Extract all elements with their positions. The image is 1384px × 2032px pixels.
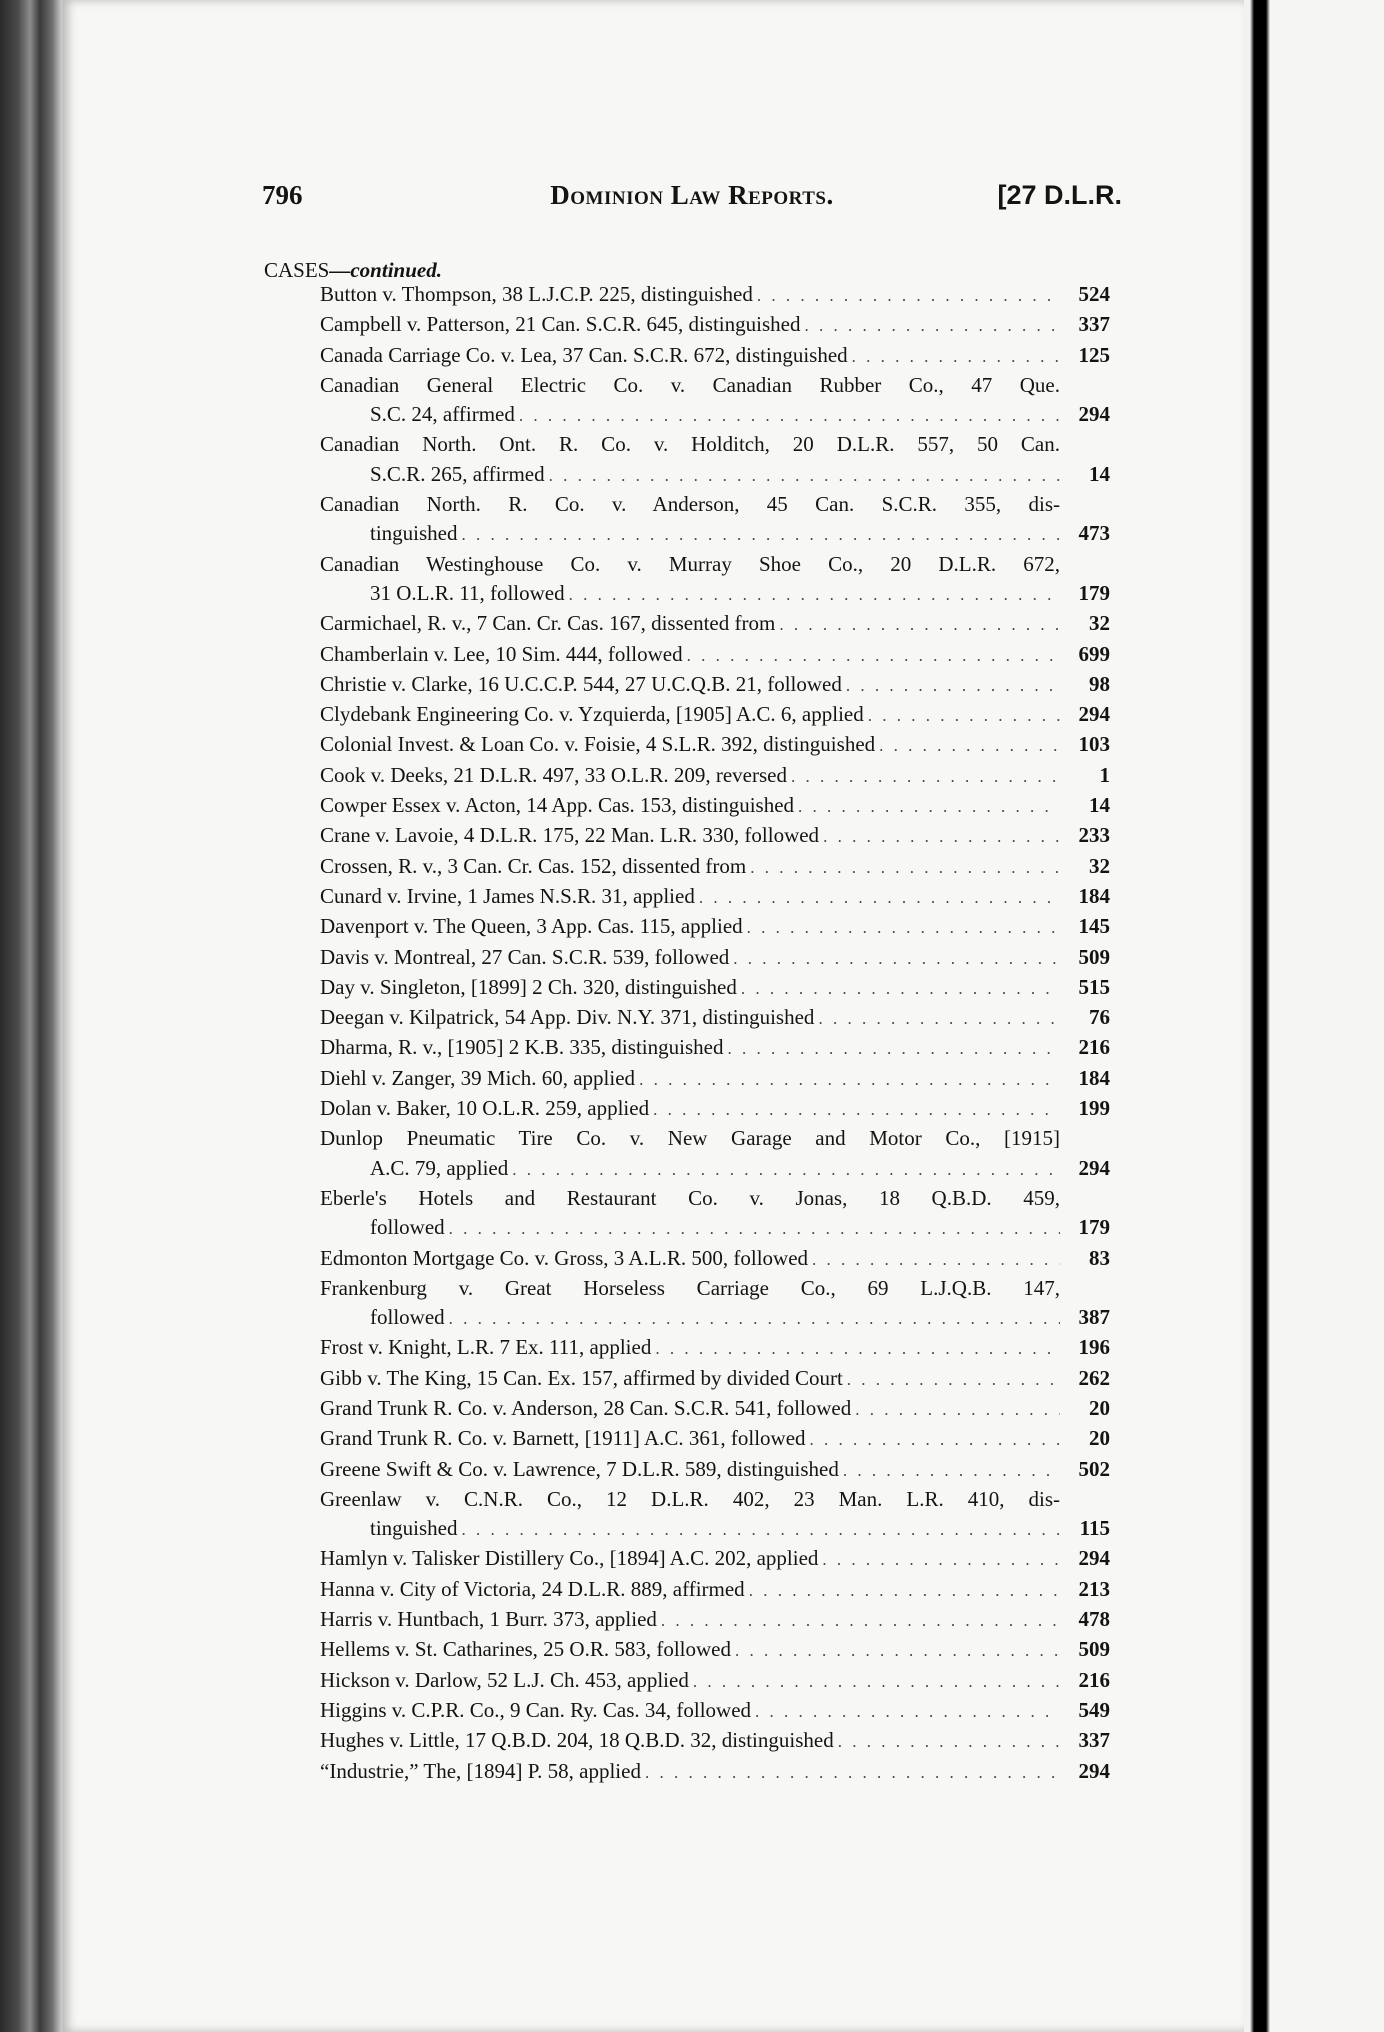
page-reference: 125 bbox=[1078, 342, 1110, 367]
dot-leaders bbox=[818, 1004, 1060, 1033]
dot-leaders bbox=[519, 401, 1060, 430]
case-entry-continuation bbox=[320, 519, 1110, 549]
page-reference: 184 bbox=[1078, 1065, 1110, 1090]
case-entry-line bbox=[320, 1064, 1110, 1094]
case-entry-line bbox=[320, 791, 1110, 821]
dot-leaders bbox=[852, 342, 1060, 371]
dot-leaders bbox=[653, 1095, 1060, 1124]
case-entry-line bbox=[320, 1575, 1110, 1605]
page-reference: 32 bbox=[1089, 853, 1110, 878]
case-entry bbox=[320, 1757, 1110, 1787]
dot-leaders bbox=[757, 281, 1060, 310]
case-citation-text: Edmonton Mortgage Co. v. Gross, 3 A.L.R. 500, followed bbox=[320, 1245, 809, 1270]
case-citation-text: Deegan v. Kilpatrick, 54 App. Div. N.Y. 371, distinguished bbox=[320, 1005, 815, 1030]
case-citation-text: followed bbox=[370, 1305, 445, 1330]
page-reference: 509 bbox=[1078, 1637, 1110, 1662]
dot-leaders bbox=[750, 853, 1060, 882]
case-entry bbox=[320, 1364, 1110, 1394]
case-entry-line bbox=[320, 670, 1110, 700]
page-reference: 196 bbox=[1078, 1335, 1110, 1360]
case-entry bbox=[320, 310, 1110, 340]
page-reference: 32 bbox=[1089, 611, 1110, 636]
dot-leaders bbox=[855, 1395, 1060, 1424]
dot-leaders bbox=[462, 520, 1061, 549]
dot-leaders bbox=[822, 1545, 1060, 1574]
case-entry-line bbox=[320, 730, 1110, 760]
case-citation-text: Frost v. Knight, L.R. 7 Ex. 111, applied bbox=[320, 1335, 652, 1360]
case-entry bbox=[320, 1333, 1110, 1363]
case-entry bbox=[320, 1605, 1110, 1635]
case-citation-text: Frankenburg v. Great Horseless Carriage Co., 69 L.J.Q.B. 147, bbox=[320, 1275, 1060, 1300]
case-entry-line bbox=[320, 1094, 1110, 1124]
case-citation-text: Greene Swift & Co. v. Lawrence, 7 D.L.R. 589, distinguished bbox=[320, 1456, 839, 1481]
case-citation-text: Gibb v. The King, 15 Can. Ex. 157, affirmed by divided Court bbox=[320, 1365, 843, 1390]
case-entry bbox=[320, 943, 1110, 973]
case-citation-text: Day v. Singleton, [1899] 2 Ch. 320, distinguished bbox=[320, 974, 737, 999]
page-reference: 1 bbox=[1099, 762, 1110, 787]
dot-leaders bbox=[741, 974, 1060, 1003]
page-reference: 337 bbox=[1078, 1728, 1110, 1753]
page-reference: 213 bbox=[1078, 1576, 1110, 1601]
case-citation-text: 31 O.L.R. 11, followed bbox=[370, 580, 565, 605]
case-entry bbox=[320, 821, 1110, 851]
case-citation-text: Grand Trunk R. Co. v. Anderson, 28 Can. S.C.R. 541, followed bbox=[320, 1395, 852, 1420]
facing-page-edge bbox=[1244, 0, 1384, 2032]
case-entry bbox=[320, 1485, 1110, 1545]
dot-leaders bbox=[847, 1365, 1060, 1394]
dot-leaders bbox=[868, 701, 1060, 730]
case-entry-line bbox=[320, 1424, 1110, 1454]
page-reference: 20 bbox=[1089, 1426, 1110, 1451]
dot-leaders bbox=[569, 580, 1060, 609]
case-citation-text: Higgins v. C.P.R. Co., 9 Can. Ry. Cas. 34, followed bbox=[320, 1697, 752, 1722]
case-citation-text: Harris v. Huntbach, 1 Burr. 373, applied bbox=[320, 1607, 657, 1632]
page-reference: 199 bbox=[1078, 1096, 1110, 1121]
case-entry bbox=[320, 1455, 1110, 1485]
case-citation-text: Carmichael, R. v., 7 Can. Cr. Cas. 167, dissented from bbox=[320, 611, 776, 636]
dot-leaders bbox=[812, 1245, 1060, 1274]
case-entry bbox=[320, 1394, 1110, 1424]
case-entry-line bbox=[320, 1485, 1110, 1514]
case-entry-line bbox=[320, 1455, 1110, 1485]
case-entry bbox=[320, 1274, 1110, 1334]
dot-leaders bbox=[687, 641, 1060, 670]
page-number: 796 bbox=[262, 180, 303, 210]
case-entry-continuation bbox=[320, 1303, 1110, 1333]
page-reference: 179 bbox=[1078, 580, 1110, 605]
case-entry bbox=[320, 280, 1110, 310]
case-citation-text: Hellems v. St. Catharines, 25 O.R. 583, followed bbox=[320, 1637, 732, 1662]
case-entry bbox=[320, 1244, 1110, 1274]
section-continued: —continued. bbox=[329, 258, 442, 282]
dot-leaders bbox=[449, 1304, 1060, 1333]
case-entry bbox=[320, 882, 1110, 912]
case-citation-text: Canadian North. Ont. R. Co. v. Holditch, 20 D.L.R. 557, 50 Can. bbox=[320, 432, 1060, 457]
case-entry bbox=[320, 1124, 1110, 1184]
case-citation-text: Chamberlain v. Lee, 10 Sim. 444, followed bbox=[320, 641, 683, 666]
page-reference: 216 bbox=[1078, 1667, 1110, 1692]
case-entry bbox=[320, 550, 1110, 610]
case-entry-line bbox=[320, 973, 1110, 1003]
page-reference: 294 bbox=[1078, 1758, 1110, 1783]
dot-leaders bbox=[735, 1636, 1060, 1665]
case-entry-continuation bbox=[320, 400, 1110, 430]
case-entry-line bbox=[320, 640, 1110, 670]
case-entry-line bbox=[320, 550, 1110, 579]
dot-leaders bbox=[749, 1576, 1060, 1605]
case-entry bbox=[320, 1094, 1110, 1124]
case-entry bbox=[320, 1575, 1110, 1605]
dot-leaders bbox=[512, 1155, 1060, 1184]
dot-leaders bbox=[798, 792, 1060, 821]
dot-leaders bbox=[661, 1606, 1060, 1635]
case-entry-line bbox=[320, 1544, 1110, 1574]
page-reference: 179 bbox=[1078, 1215, 1110, 1240]
dot-leaders bbox=[747, 913, 1060, 942]
case-entry bbox=[320, 1033, 1110, 1063]
case-entry bbox=[320, 609, 1110, 639]
case-citation-text: S.C.R. 265, affirmed bbox=[370, 461, 545, 486]
page-reference: 502 bbox=[1078, 1456, 1110, 1481]
case-entry-line bbox=[320, 761, 1110, 791]
page-reference: 509 bbox=[1078, 944, 1110, 969]
case-entry bbox=[320, 852, 1110, 882]
case-citation-text: Davis v. Montreal, 27 Can. S.C.R. 539, followed bbox=[320, 944, 730, 969]
case-entry-continuation bbox=[320, 1154, 1110, 1184]
case-citation-text: Grand Trunk R. Co. v. Barnett, [1911] A.C. 361, followed bbox=[320, 1426, 806, 1451]
case-entry-line bbox=[320, 310, 1110, 340]
case-citation-text: Diehl v. Zanger, 39 Mich. 60, applied bbox=[320, 1065, 636, 1090]
case-entry bbox=[320, 1003, 1110, 1033]
dot-leaders bbox=[699, 883, 1060, 912]
dot-leaders bbox=[843, 1456, 1060, 1485]
page-reference: 515 bbox=[1078, 974, 1110, 999]
page-reference: 294 bbox=[1078, 702, 1110, 727]
dot-leaders bbox=[639, 1065, 1060, 1094]
case-citation-text: Hamlyn v. Talisker Distillery Co., [1894] A.C. 202, applied bbox=[320, 1546, 819, 1571]
dot-leaders bbox=[655, 1334, 1060, 1363]
case-entry-line bbox=[320, 943, 1110, 973]
case-citation-text: Cunard v. Irvine, 1 James N.S.R. 31, applied bbox=[320, 883, 695, 908]
page-reference: 387 bbox=[1078, 1305, 1110, 1330]
case-entry-continuation bbox=[320, 1514, 1110, 1544]
case-entry bbox=[320, 912, 1110, 942]
dot-leaders bbox=[779, 610, 1060, 639]
page-reference: 262 bbox=[1078, 1365, 1110, 1390]
case-entry bbox=[320, 1726, 1110, 1756]
case-entry bbox=[320, 490, 1110, 550]
case-entry-line bbox=[320, 852, 1110, 882]
case-entry-line bbox=[320, 1635, 1110, 1665]
case-entry bbox=[320, 1666, 1110, 1696]
case-entry-line bbox=[320, 341, 1110, 371]
dot-leaders bbox=[645, 1758, 1060, 1787]
case-entry-line bbox=[320, 1696, 1110, 1726]
dot-leaders bbox=[549, 461, 1060, 490]
case-citation-text: Dunlop Pneumatic Tire Co. v. New Garage and Motor Co., [1915] bbox=[320, 1126, 1060, 1151]
case-citation-text: tinguished bbox=[370, 521, 458, 546]
case-citation-text: Canadian General Electric Co. v. Canadian Rubber Co., 47 Que. bbox=[320, 372, 1060, 397]
case-citation-text: Crane v. Lavoie, 4 D.L.R. 175, 22 Man. L.R. 330, followed bbox=[320, 823, 820, 848]
page-reference: 184 bbox=[1078, 883, 1110, 908]
case-entry-line bbox=[320, 1033, 1110, 1063]
case-citation-text: Clydebank Engineering Co. v. Yzquierda, [1905] A.C. 6, applied bbox=[320, 702, 864, 727]
page-reference: 14 bbox=[1089, 793, 1110, 818]
case-entry-line bbox=[320, 1666, 1110, 1696]
case-entry-line bbox=[320, 912, 1110, 942]
case-citation-text: Dharma, R. v., [1905] 2 K.B. 335, distinguished bbox=[320, 1035, 724, 1060]
case-entry-line bbox=[320, 490, 1110, 519]
case-entry bbox=[320, 670, 1110, 700]
dot-leaders bbox=[462, 1515, 1061, 1544]
case-entry bbox=[320, 1424, 1110, 1454]
case-citation-text: Campbell v. Patterson, 21 Can. S.C.R. 645, distinguished bbox=[320, 312, 801, 337]
dot-leaders bbox=[449, 1214, 1060, 1243]
page-reference: 524 bbox=[1078, 282, 1110, 306]
case-entry-line bbox=[320, 1394, 1110, 1424]
case-entry bbox=[320, 1635, 1110, 1665]
case-entry-line bbox=[320, 1757, 1110, 1787]
case-entry-line bbox=[320, 280, 1110, 310]
case-entry bbox=[320, 430, 1110, 490]
case-citation-text: tinguished bbox=[370, 1516, 458, 1541]
section-title: CASES bbox=[264, 258, 330, 282]
case-entry bbox=[320, 1064, 1110, 1094]
book-spine-edge bbox=[0, 0, 62, 2032]
dot-leaders bbox=[804, 311, 1060, 340]
page-reference: 145 bbox=[1078, 914, 1110, 939]
case-citation-text: Cook v. Deeks, 21 D.L.R. 497, 33 O.L.R. 209, reversed bbox=[320, 762, 787, 787]
page-reference: 103 bbox=[1078, 732, 1110, 757]
dot-leaders bbox=[727, 1034, 1060, 1063]
case-entry bbox=[320, 1544, 1110, 1574]
case-citation-text: Canadian Westinghouse Co. v. Murray Shoe Co., 20 D.L.R. 672, bbox=[320, 551, 1060, 576]
case-entry-continuation bbox=[320, 460, 1110, 490]
volume-reference: [27 D.L.R. bbox=[997, 180, 1122, 210]
case-entry bbox=[320, 700, 1110, 730]
dot-leaders bbox=[823, 822, 1060, 851]
case-index-list bbox=[320, 280, 1110, 1787]
case-entry-line bbox=[320, 821, 1110, 851]
case-entry bbox=[320, 791, 1110, 821]
dot-leaders bbox=[846, 671, 1060, 700]
case-entry bbox=[320, 973, 1110, 1003]
dot-leaders bbox=[693, 1667, 1060, 1696]
page-reference: 549 bbox=[1078, 1697, 1110, 1722]
dot-leaders bbox=[791, 762, 1060, 791]
case-citation-text: Hanna v. City of Victoria, 24 D.L.R. 889, affirmed bbox=[320, 1576, 745, 1601]
case-entry-continuation bbox=[320, 1213, 1110, 1243]
dot-leaders bbox=[733, 944, 1060, 973]
dot-leaders bbox=[810, 1425, 1060, 1454]
case-entry bbox=[320, 761, 1110, 791]
case-citation-text: S.C. 24, affirmed bbox=[370, 402, 515, 427]
case-entry-line bbox=[320, 1726, 1110, 1756]
page-reference: 473 bbox=[1078, 521, 1110, 546]
case-entry-continuation bbox=[320, 579, 1110, 609]
page-reference: 14 bbox=[1089, 461, 1110, 486]
case-citation-text: Canada Carriage Co. v. Lea, 37 Can. S.C.R. 672, distinguished bbox=[320, 342, 848, 367]
case-citation-text: Colonial Invest. & Loan Co. v. Foisie, 4 S.L.R. 392, distinguished bbox=[320, 732, 876, 757]
case-entry-line bbox=[320, 1364, 1110, 1394]
case-entry-line bbox=[320, 1333, 1110, 1363]
case-citation-text: Davenport v. The Queen, 3 App. Cas. 115, applied bbox=[320, 914, 743, 939]
case-citation-text: Dolan v. Baker, 10 O.L.R. 259, applied bbox=[320, 1096, 650, 1121]
case-entry-line bbox=[320, 1184, 1110, 1213]
case-citation-text: Cowper Essex v. Acton, 14 App. Cas. 153, distinguished bbox=[320, 793, 795, 818]
case-entry-line bbox=[320, 1124, 1110, 1153]
page-reference: 115 bbox=[1079, 1516, 1110, 1541]
page-reference: 20 bbox=[1089, 1395, 1110, 1420]
case-citation-text: Crossen, R. v., 3 Can. Cr. Cas. 152, dissented from bbox=[320, 853, 747, 878]
page-reference: 98 bbox=[1089, 671, 1110, 696]
page-reference: 76 bbox=[1089, 1005, 1110, 1030]
case-entry-line bbox=[320, 430, 1110, 459]
page-reference: 233 bbox=[1078, 823, 1110, 848]
case-entry bbox=[320, 730, 1110, 760]
page-reference: 216 bbox=[1078, 1035, 1110, 1060]
case-citation-text: A.C. 79, applied bbox=[370, 1155, 509, 1180]
case-citation-text: Hughes v. Little, 17 Q.B.D. 204, 18 Q.B.D. 32, distinguished bbox=[320, 1728, 834, 1753]
page-reference: 294 bbox=[1078, 1155, 1110, 1180]
page-reference: 699 bbox=[1078, 641, 1110, 666]
case-entry-line bbox=[320, 1605, 1110, 1635]
case-entry-line bbox=[320, 882, 1110, 912]
case-entry bbox=[320, 341, 1110, 371]
case-entry bbox=[320, 371, 1110, 431]
page-reference: 478 bbox=[1078, 1607, 1110, 1632]
page-header bbox=[262, 180, 1122, 220]
dot-leaders bbox=[755, 1697, 1060, 1726]
case-entry-line bbox=[320, 1274, 1110, 1303]
case-entry-line bbox=[320, 371, 1110, 400]
running-title: Dominion Law Reports. bbox=[550, 180, 834, 210]
case-entry-line bbox=[320, 1003, 1110, 1033]
page-reference: 294 bbox=[1078, 402, 1110, 427]
case-citation-text: Greenlaw v. C.N.R. Co., 12 D.L.R. 402, 23 Man. L.R. 410, dis- bbox=[320, 1486, 1060, 1511]
case-entry-line bbox=[320, 609, 1110, 639]
case-entry-line bbox=[320, 700, 1110, 730]
case-citation-text: Christie v. Clarke, 16 U.C.C.P. 544, 27 U.C.Q.B. 21, followed bbox=[320, 671, 842, 696]
case-citation-text: Button v. Thompson, 38 L.J.C.P. 225, distinguished bbox=[320, 282, 753, 306]
case-citation-text: Eberle's Hotels and Restaurant Co. v. Jonas, 18 Q.B.D. 459, bbox=[320, 1185, 1060, 1210]
page-reference: 294 bbox=[1078, 1546, 1110, 1571]
case-entry-line bbox=[320, 1244, 1110, 1274]
page-reference: 337 bbox=[1078, 312, 1110, 337]
case-citation-text: Hickson v. Darlow, 52 L.J. Ch. 453, applied bbox=[320, 1667, 689, 1692]
dot-leaders bbox=[879, 731, 1060, 760]
page-reference: 83 bbox=[1089, 1245, 1110, 1270]
case-citation-text: followed bbox=[370, 1215, 445, 1240]
case-citation-text: “Industrie,” The, [1894] P. 58, applied bbox=[320, 1758, 641, 1783]
case-entry bbox=[320, 1696, 1110, 1726]
dot-leaders bbox=[838, 1727, 1060, 1756]
case-entry bbox=[320, 1184, 1110, 1244]
case-entry bbox=[320, 640, 1110, 670]
case-citation-text: Canadian North. R. Co. v. Anderson, 45 Can. S.C.R. 355, dis- bbox=[320, 492, 1060, 517]
